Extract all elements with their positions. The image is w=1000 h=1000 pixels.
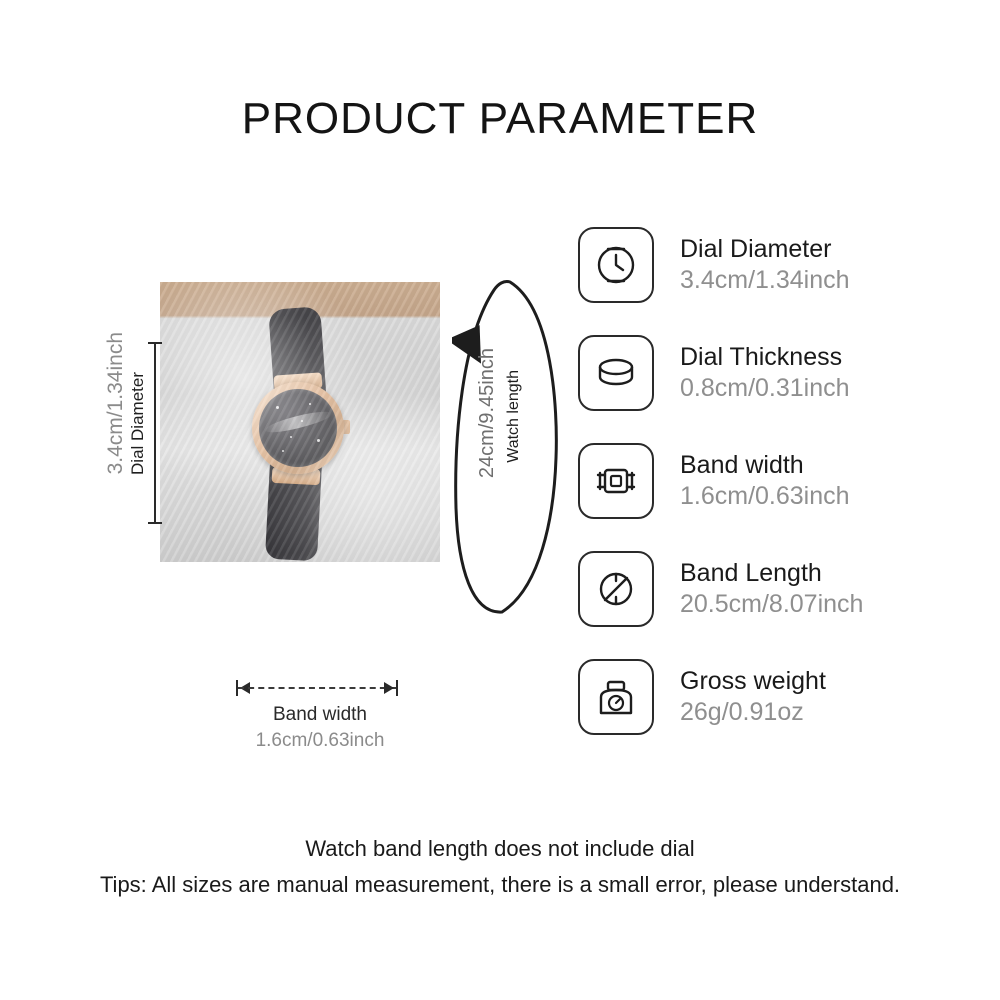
- watch-lug-bottom: [272, 467, 321, 485]
- spec-row-band-width: [578, 438, 978, 524]
- spec-row-band-length: [578, 546, 978, 632]
- spec-label: Dial Thickness: [680, 342, 843, 371]
- watch-length-label: Watch length: [505, 370, 522, 463]
- watch-case: [252, 382, 344, 474]
- spec-row-gross-weight: [578, 654, 978, 740]
- footer-note-tips: Tips: All sizes are manual measurement, there is a small error, please understand.: [99, 872, 901, 897]
- spec-label: Dial Diameter: [680, 234, 832, 263]
- band-width-dimension-label: Band width: [272, 704, 367, 725]
- band-width-dimension-line: [232, 680, 402, 696]
- watch-length-value: 24cm/9.45inch: [476, 348, 498, 479]
- spec-value: 26g/0.91oz: [680, 698, 804, 727]
- page-title: PRODUCT PARAMETER: [241, 94, 759, 143]
- spec-text-dial-diameter: [680, 235, 850, 296]
- spec-value: 0.8cm/0.31inch: [680, 374, 850, 403]
- spec-text-gross-weight: [680, 667, 826, 728]
- spec-value: 20.5cm/8.07inch: [680, 590, 864, 619]
- footer-note-primary: Watch band length does not include dial: [305, 836, 695, 861]
- band-width-dimension-value: 1.6cm/0.63inch: [255, 730, 385, 751]
- spec-label: Gross weight: [680, 666, 826, 695]
- spec-text-dial-thickness: [680, 343, 850, 404]
- spec-row-dial-thickness: [578, 330, 978, 416]
- watch-lug-top: [274, 372, 323, 391]
- watch-dial-icon: [578, 227, 654, 303]
- spec-row-dial-diameter: [578, 222, 978, 308]
- dial-thickness-icon: [578, 335, 654, 411]
- watch-crown: [342, 420, 350, 434]
- dial-diameter-dimension-label: Dial Diameter: [128, 372, 147, 475]
- product-photo-image: [160, 282, 440, 562]
- dial-diameter-dimension-line: [148, 342, 162, 524]
- scale-icon: [578, 659, 654, 735]
- product-photo: [160, 282, 440, 562]
- spec-label: Band width: [680, 450, 804, 479]
- spec-label: Band Length: [680, 558, 822, 587]
- watch-strap-bottom: [265, 441, 323, 562]
- dial-diameter-dimension-value: 3.4cm/1.34inch: [104, 332, 127, 475]
- spec-text-band-width: [680, 451, 850, 512]
- spec-value: 1.6cm/0.63inch: [680, 482, 850, 511]
- spec-text-band-length: [680, 559, 863, 620]
- band-length-icon: [578, 551, 654, 627]
- watch-dial: [259, 389, 337, 467]
- spec-value: 3.4cm/1.34inch: [680, 266, 850, 295]
- spec-list: [578, 222, 978, 762]
- band-width-icon: [578, 443, 654, 519]
- watch-strap-top: [268, 306, 328, 419]
